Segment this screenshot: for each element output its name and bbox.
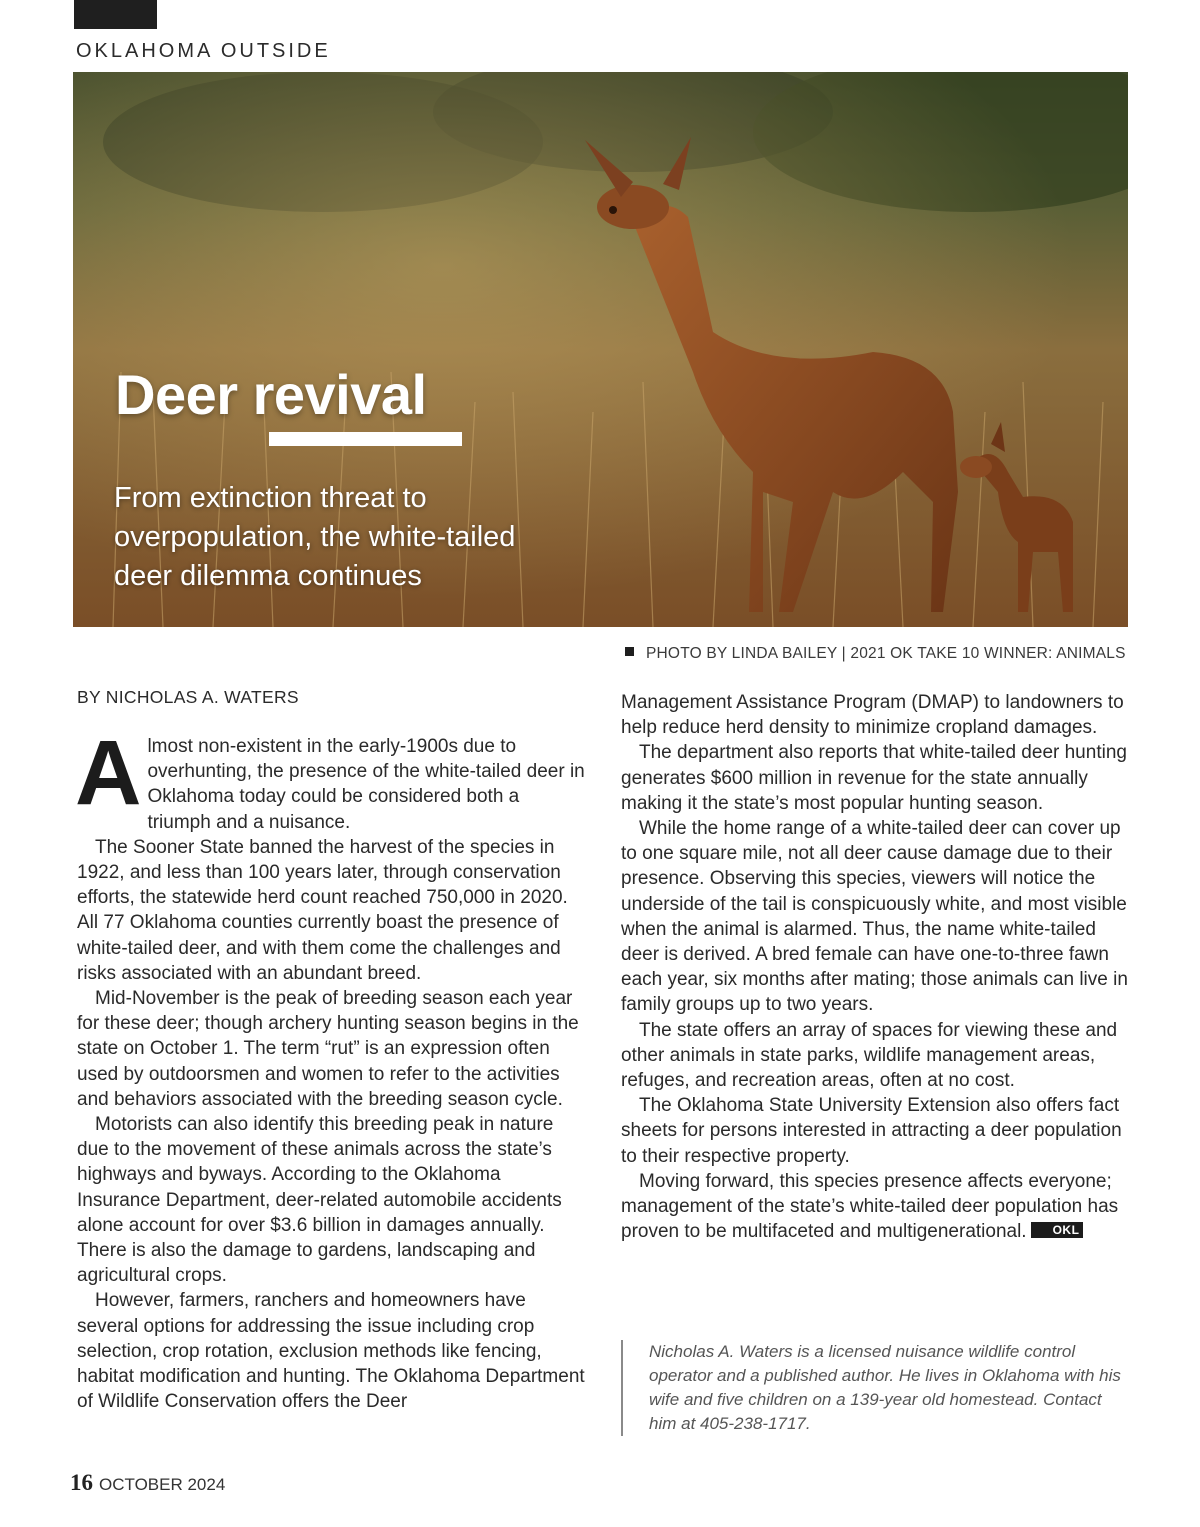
paragraph: While the home range of a white-tailed deer can cover up to one square mile, not all deer cause damage due to their presence. Observing this species, viewers will notice the underside of the tail is conspicuously white, and most visible when the animal is alarmed. Thus, the name white-tailed deer is derived. A bred female can have one-to-three fawn each year, six months after mating; those animals can live in family groups up to two years. [621, 818, 1128, 1016]
paragraph: The Sooner State banned the harvest of the species in 1922, and less than 100 years later, through conservation efforts, the statewide herd count reached 750,000 in 2020. All 77 Oklahoma counties currently boast the presence of white-tailed deer, and with them come the challenges and risks associated with an abundant breed. [77, 836, 568, 984]
paragraph: The Oklahoma State University Extension also offers fact sheets for persons interested in attracting a deer population to their respective property. [621, 1095, 1122, 1167]
header-tab-block [74, 0, 157, 29]
photo-credit-text: PHOTO BY LINDA BAILEY | 2021 OK TAKE 10 WINNER: ANIMALS [646, 645, 1126, 662]
paragraph-text: Moving forward, this species presence affects everyone; management of the state’s white-tailed deer population has proven to be multifaceted and multigenerational. [621, 1170, 1119, 1243]
paragraph: Management Assistance Program (DMAP) to landowners to help reduce herd density to minimize cropland damages. [621, 692, 1124, 739]
byline: BY NICHOLAS A. WATERS [77, 687, 299, 707]
drop-cap: A [75, 722, 142, 824]
end-mark-badge: OKL [1031, 1222, 1084, 1238]
photo-credit [625, 645, 1126, 663]
paragraph: However, farmers, ranchers and homeowners have several options for addressing the issue including crop selection, crop rotation, exclusion methods like fencing, habitat modification and hunting. The Oklahoma Department of Wildlife Conservation offers the Deer [77, 1290, 585, 1413]
issue-date: OCTOBER 2024 [99, 1475, 226, 1494]
paragraph: Mid-November is the peak of breeding season each year for these deer; though archery hunting season begins in the state on October 1. The term “rut” is an expression often used by outdoorsmen and women to refer to the activities and behaviors associated with the breeding season cycle. [77, 988, 579, 1110]
paragraph: Motorists can also identify this breeding peak in nature due to the movement of these animals across the state’s highways and byways. According to the Oklahoma Insurance Department, deer-related automobile accidents alone account for over $3.6 billion in damages annually. There is also the damage to gardens, landscaping and agricultural crops. [77, 1114, 562, 1287]
article-deck: From extinction threat to overpopulation, the white-tailed deer dilemma continues [114, 482, 516, 592]
author-bio-text: Nicholas A. Waters is a licensed nuisance wildlife control operator and a published author. He lives in Oklahoma with his wife and five children on a 139-year old homestead. Contact him at 405-238-1717. [649, 1342, 1121, 1433]
page-footer [70, 1470, 225, 1496]
paragraph [75, 722, 587, 835]
paragraph [621, 1169, 1131, 1245]
paragraph: The department also reports that white-tailed deer hunting generates $600 million in revenue for the state annually making it the state’s most popular hunting season. [621, 742, 1127, 814]
paragraph-text: lmost non-existent in the early-1900s due to overhunting, the presence of the white-tailed deer in Oklahoma today could be considered both a triumph and a nuisance. [147, 736, 585, 833]
section-label: OKLAHOMA OUTSIDE [76, 40, 331, 62]
paragraph: The state offers an array of spaces for viewing these and other animals in state parks, wildlife management areas, refuges, and recreation areas, often at no cost. [621, 1019, 1118, 1092]
page-number: 16 [70, 1470, 93, 1495]
author-bio [621, 1340, 1133, 1436]
hero-photo [73, 72, 1128, 627]
square-bullet-icon [625, 647, 634, 656]
article-column-left [75, 722, 587, 1414]
article-title: Deer revival [115, 363, 427, 426]
article-column-right [621, 690, 1131, 1244]
title-underline-rule [269, 432, 462, 446]
